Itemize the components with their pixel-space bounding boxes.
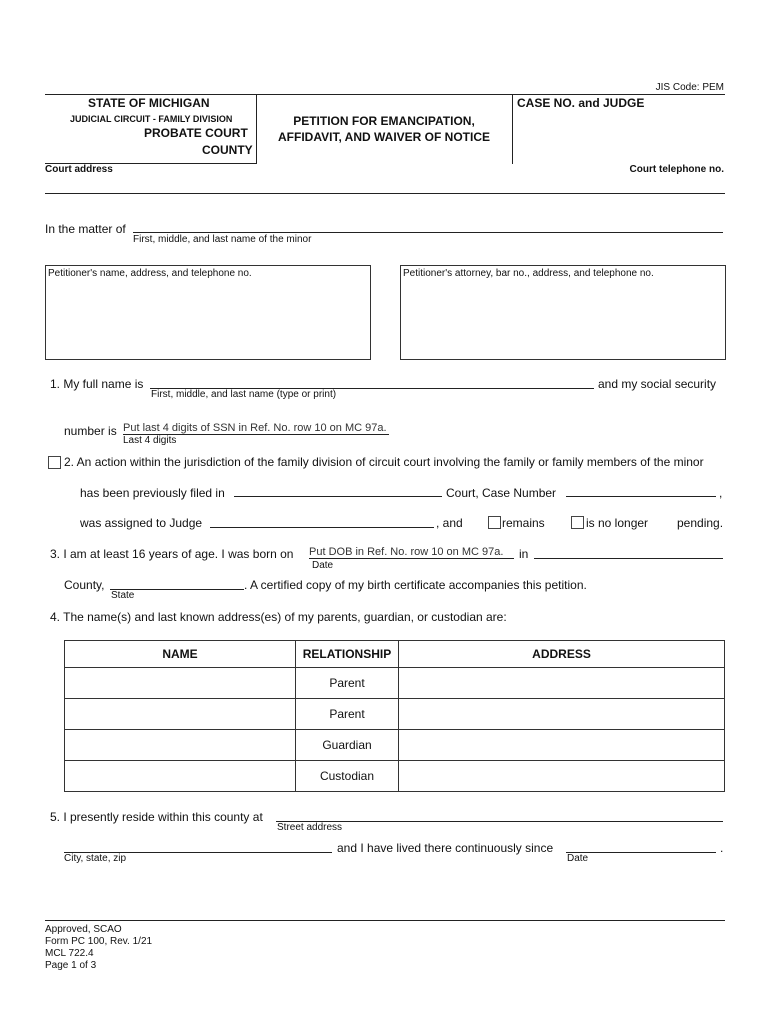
- no-longer-checkbox[interactable]: [571, 515, 584, 533]
- court-address-label: Court address: [45, 164, 113, 175]
- minor-name-caption: First, middle, and last name of the minor: [133, 234, 312, 245]
- petitioner-box[interactable]: [45, 265, 371, 360]
- in-label: in: [519, 547, 529, 561]
- since-date-field[interactable]: [566, 852, 716, 853]
- relationship-cell: Parent: [296, 668, 399, 699]
- relationship-header: RELATIONSHIP: [296, 641, 399, 668]
- form-title: [256, 113, 512, 145]
- header-top-rule: [45, 94, 725, 95]
- judge-field[interactable]: [210, 527, 434, 528]
- form-number: Form PC 100, Rev. 1/21: [45, 936, 153, 947]
- form-info: [45, 924, 152, 972]
- case-number-comma: ,: [719, 486, 723, 500]
- remains-label: remains: [502, 516, 545, 530]
- remains-checkbox[interactable]: [488, 515, 501, 533]
- filed-court-field[interactable]: [234, 496, 442, 497]
- filed-in-label: has been previously filed in: [80, 486, 225, 500]
- city-caption: City, state, zip: [64, 853, 127, 864]
- parents-table: [64, 640, 725, 792]
- table-header-row: [65, 641, 725, 668]
- item1-suffix: and my social security: [598, 377, 717, 391]
- address-cell[interactable]: [399, 730, 725, 761]
- minor-name-field[interactable]: [133, 232, 723, 233]
- item2-text: 2. An action within the jurisdiction of the family division of circuit court involving the family or family members of the minor: [64, 455, 704, 469]
- address-cell[interactable]: [399, 668, 725, 699]
- ssn-caption: Last 4 digits: [123, 435, 177, 446]
- court-address-field[interactable]: [45, 193, 725, 194]
- petitioner-box-label: Petitioner's name, address, and telephone no.: [48, 268, 252, 279]
- address-cell[interactable]: [399, 699, 725, 730]
- item4-text: 4. The name(s) and last known address(es) of my parents, guardian, or custodian are:: [50, 610, 507, 624]
- name-header: NAME: [65, 641, 296, 668]
- no-longer-label: is no longer: [586, 516, 649, 530]
- relationship-cell: Guardian: [296, 730, 399, 761]
- item1-prefix: 1. My full name is: [50, 377, 144, 391]
- header-divider-2: [512, 94, 513, 164]
- footer-rule: [45, 920, 725, 921]
- circuit-label: JUDICIAL CIRCUIT - FAMILY DIVISION: [70, 114, 233, 124]
- form-title-line1: PETITION FOR EMANCIPATION,: [293, 114, 475, 128]
- address-header: ADDRESS: [399, 641, 725, 668]
- mcl-reference: MCL 722.4: [45, 948, 94, 959]
- birth-place-field[interactable]: [534, 558, 723, 559]
- county-label: COUNTY: [202, 143, 253, 157]
- case-number-field[interactable]: [566, 496, 716, 497]
- and-label: , and: [436, 516, 463, 530]
- pending-label: pending.: [677, 516, 724, 530]
- state-name: STATE OF MICHIGAN: [88, 96, 210, 110]
- table-row: [65, 668, 725, 699]
- item2-checkbox[interactable]: [48, 455, 61, 473]
- table-row: [65, 761, 725, 792]
- relationship-cell: Custodian: [296, 761, 399, 792]
- attorney-box[interactable]: [400, 265, 726, 360]
- name-cell[interactable]: [65, 699, 296, 730]
- court-telephone-label: Court telephone no.: [629, 164, 724, 175]
- street-address-field[interactable]: [276, 821, 723, 822]
- name-cell[interactable]: [65, 761, 296, 792]
- probate-label: PROBATE COURT: [144, 126, 248, 140]
- table-row: [65, 699, 725, 730]
- lived-text: and I have lived there continuously since: [337, 841, 554, 855]
- state-caption: State: [111, 590, 135, 601]
- relationship-cell: Parent: [296, 699, 399, 730]
- full-name-caption: First, middle, and last name (type or print): [151, 389, 337, 400]
- form-title-line2: AFFIDAVIT, AND WAIVER OF NOTICE: [278, 130, 490, 144]
- ssn-field[interactable]: Put last 4 digits of SSN in Ref. No. row 10 on MC 97a.: [123, 422, 387, 434]
- item5-prefix: 5. I presently reside within this county at: [50, 810, 263, 824]
- address-cell[interactable]: [399, 761, 725, 792]
- case-number-label: Court, Case Number: [446, 486, 557, 500]
- since-date-caption: Date: [567, 853, 589, 864]
- judge-label: was assigned to Judge: [80, 516, 203, 530]
- matter-label: In the matter of: [45, 222, 126, 236]
- item3-prefix: 3. I am at least 16 years of age. I was born on: [50, 547, 294, 561]
- name-cell[interactable]: [65, 668, 296, 699]
- item5-period: .: [720, 841, 724, 855]
- street-caption: Street address: [277, 822, 343, 833]
- ssn-prefix: number is: [64, 424, 117, 438]
- cert-text: . A certified copy of my birth certificate accompanies this petition.: [244, 578, 587, 592]
- dob-caption: Date: [312, 560, 334, 571]
- jis-code: JIS Code: PEM: [655, 82, 724, 93]
- case-no-label: CASE NO. and JUDGE: [517, 96, 645, 110]
- name-cell[interactable]: [65, 730, 296, 761]
- approved-label: Approved, SCAO: [45, 924, 122, 935]
- attorney-box-label: Petitioner's attorney, bar no., address, and telephone no.: [403, 268, 654, 279]
- county-comma-label: County,: [64, 578, 105, 592]
- page-number: Page 1 of 3: [45, 960, 97, 971]
- table-row: [65, 730, 725, 761]
- dob-field[interactable]: Put DOB in Ref. No. row 10 on MC 97a.: [309, 546, 514, 559]
